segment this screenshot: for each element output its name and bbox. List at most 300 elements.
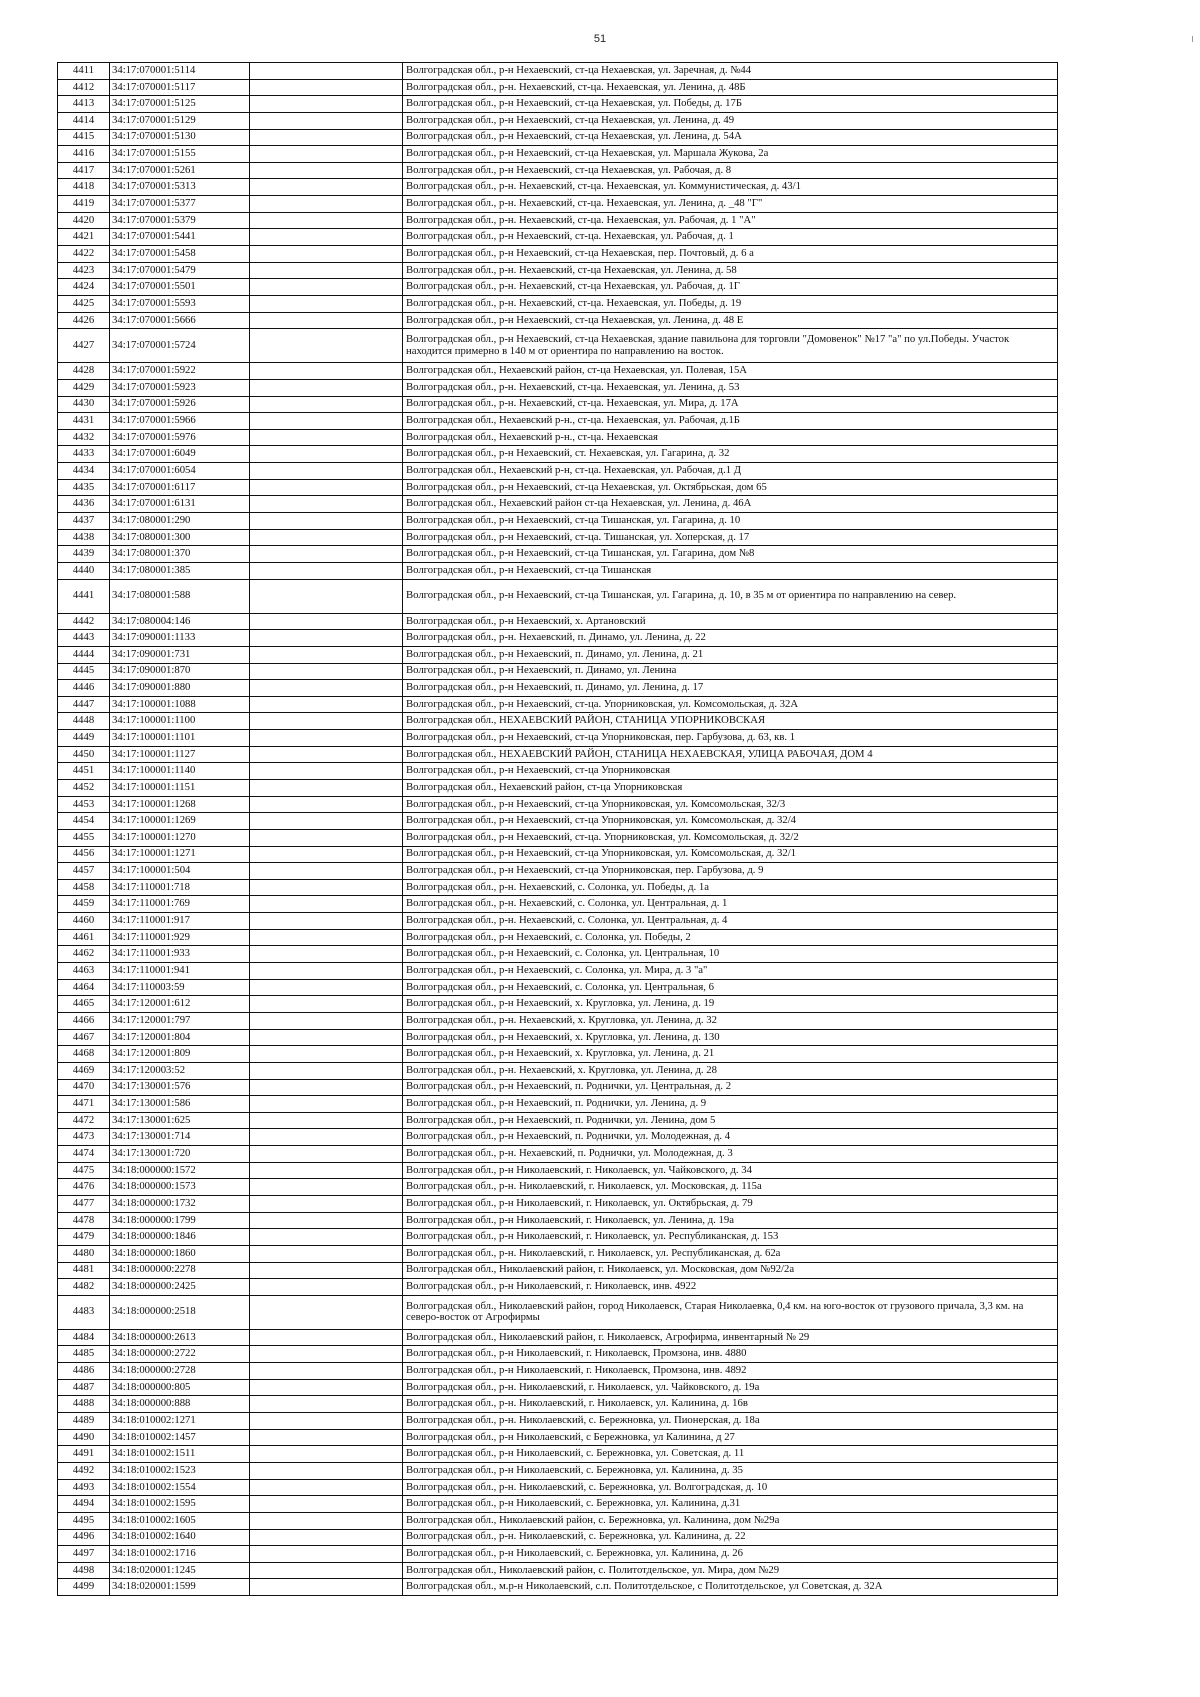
cadastral-number-cell: 34:18:000000:1732 — [110, 1196, 250, 1213]
address-cell: Волгоградская обл., р-н Николаевский, г. Николаевск, инв. 4922 — [403, 1279, 1058, 1296]
row-number-cell: 4485 — [58, 1346, 110, 1363]
table-row — [58, 1496, 1058, 1513]
empty-cell — [250, 446, 403, 463]
address-cell: Волгоградская обл., р-н Нехаевский, ст-ца Тишанская, ул. Гагарина, дом №8 — [403, 546, 1058, 563]
cadastral-number-cell: 34:17:100001:1127 — [110, 746, 250, 763]
registry-table-container — [57, 62, 1057, 1596]
cadastral-number-cell: 34:18:010002:1511 — [110, 1446, 250, 1463]
address-cell: Волгоградская обл., р-н Нехаевский, ст-ца Нехаевская, ул. Маршала Жукова, 2а — [403, 146, 1058, 163]
empty-cell — [250, 546, 403, 563]
row-number-cell: 4488 — [58, 1396, 110, 1413]
address-cell: Волгоградская обл., р-н Нехаевский, ст-ца Тишанская, ул. Гагарина, д. 10 — [403, 513, 1058, 530]
cadastral-number-cell: 34:18:000000:2518 — [110, 1295, 250, 1329]
address-cell: Волгоградская обл., НЕХАЕВСКИЙ РАЙОН, СТАНИЦА УПОРНИКОВСКАЯ — [403, 713, 1058, 730]
address-cell: Волгоградская обл., р-н Николаевский, с Бережновка, ул Калинина, д 27 — [403, 1429, 1058, 1446]
table-row — [58, 279, 1058, 296]
address-cell: Волгоградская обл., р-н. Николаевский, г. Николаевск, ул. Московская, д. 115а — [403, 1179, 1058, 1196]
table-row — [58, 1579, 1058, 1596]
empty-cell — [250, 630, 403, 647]
row-number-cell: 4459 — [58, 896, 110, 913]
cadastral-number-cell: 34:18:000000:888 — [110, 1396, 250, 1413]
cadastral-number-cell: 34:17:110001:941 — [110, 963, 250, 980]
empty-cell — [250, 863, 403, 880]
table-row — [58, 112, 1058, 129]
address-cell: Волгоградская обл., р-н. Николаевский, г. Николаевск, ул. Республиканская, д. 62а — [403, 1245, 1058, 1262]
table-row — [58, 613, 1058, 630]
cadastral-number-cell: 34:17:070001:6131 — [110, 496, 250, 513]
empty-cell — [250, 613, 403, 630]
row-number-cell: 4447 — [58, 696, 110, 713]
empty-cell — [250, 996, 403, 1013]
address-cell: Волгоградская обл., р-н Нехаевский, х. Кругловка, ул. Ленина, д. 130 — [403, 1029, 1058, 1046]
address-cell: Волгоградская обл., р-н Нехаевский, ст-ца Нехаевская, ул. Октябрьская, дом 65 — [403, 479, 1058, 496]
empty-cell — [250, 1146, 403, 1163]
row-number-cell: 4467 — [58, 1029, 110, 1046]
empty-cell — [250, 179, 403, 196]
empty-cell — [250, 1096, 403, 1113]
empty-cell — [250, 429, 403, 446]
table-row — [58, 696, 1058, 713]
address-cell: Волгоградская обл., р-н. Нехаевский, ст-ца Нехаевская, ул. Рабочая, д. 1Г — [403, 279, 1058, 296]
cadastral-number-cell: 34:17:130001:720 — [110, 1146, 250, 1163]
cadastral-number-cell: 34:17:070001:5724 — [110, 329, 250, 363]
row-number-cell: 4444 — [58, 646, 110, 663]
address-cell: Волгоградская обл., р-н Нехаевский, п. Роднички, ул. Молодежная, д. 4 — [403, 1129, 1058, 1146]
table-row — [58, 1162, 1058, 1179]
table-row — [58, 779, 1058, 796]
address-cell: Волгоградская обл., Нехаевский район ст-ца Нехаевская, ул. Ленина, д. 46А — [403, 496, 1058, 513]
row-number-cell: 4498 — [58, 1562, 110, 1579]
address-cell: Волгоградская обл., р-н Нехаевский, с. Солонка, ул. Мира, д. 3 "а" — [403, 963, 1058, 980]
cadastral-number-cell: 34:17:120001:809 — [110, 1046, 250, 1063]
row-number-cell: 4468 — [58, 1046, 110, 1063]
cadastral-number-cell: 34:18:000000:1572 — [110, 1162, 250, 1179]
row-number-cell: 4441 — [58, 579, 110, 613]
address-cell: Волгоградская обл., р-н Нехаевский, с. Солонка, ул. Победы, 2 — [403, 929, 1058, 946]
row-number-cell: 4462 — [58, 946, 110, 963]
row-number-cell: 4439 — [58, 546, 110, 563]
cadastral-number-cell: 34:17:080001:370 — [110, 546, 250, 563]
row-number-cell: 4438 — [58, 529, 110, 546]
empty-cell — [250, 1062, 403, 1079]
address-cell: Волгоградская обл., р-н Нехаевский, ст-ца Тишанская, ул. Гагарина, д. 10, в 35 м от ориентира по направлению на север. — [403, 579, 1058, 613]
address-cell: Волгоградская обл., р-н. Нехаевский, с. Солонка, ул. Победы, д. 1а — [403, 879, 1058, 896]
row-number-cell: 4422 — [58, 246, 110, 263]
cadastral-number-cell: 34:17:120003:52 — [110, 1062, 250, 1079]
address-cell: Волгоградская обл., р-н Николаевский, г. Николаевск, ул. Чайковского, д. 34 — [403, 1162, 1058, 1179]
address-cell: Волгоградская обл., р-н. Николаевский, с. Бережновка, ул. Пионерская, д. 18а — [403, 1413, 1058, 1430]
table-row — [58, 1429, 1058, 1446]
empty-cell — [250, 1413, 403, 1430]
cadastral-number-cell: 34:17:070001:5125 — [110, 96, 250, 113]
address-cell: Волгоградская обл., р-н. Николаевский, с. Бережновка, ул. Волгоградская, д. 10 — [403, 1479, 1058, 1496]
address-cell: Волгоградская обл., р-н Нехаевский, ст-ца Нехаевская, пер. Почтовый, д. 6 а — [403, 246, 1058, 263]
row-number-cell: 4417 — [58, 162, 110, 179]
row-number-cell: 4458 — [58, 879, 110, 896]
cadastral-number-cell: 34:17:070001:5130 — [110, 129, 250, 146]
empty-cell — [250, 363, 403, 380]
table-row — [58, 579, 1058, 613]
empty-cell — [250, 379, 403, 396]
cadastral-number-cell: 34:18:000000:805 — [110, 1379, 250, 1396]
table-row — [58, 846, 1058, 863]
empty-cell — [250, 312, 403, 329]
address-cell: Волгоградская обл., р-н Нехаевский, х. Артановский — [403, 613, 1058, 630]
empty-cell — [250, 1379, 403, 1396]
row-number-cell: 4453 — [58, 796, 110, 813]
table-row — [58, 663, 1058, 680]
cadastral-number-cell: 34:17:130001:714 — [110, 1129, 250, 1146]
row-number-cell: 4443 — [58, 630, 110, 647]
row-number-cell: 4414 — [58, 112, 110, 129]
empty-cell — [250, 413, 403, 430]
address-cell: Волгоградская обл., р-н Нехаевский, ст-ца. Тишанская, ул. Хоперская, д. 17 — [403, 529, 1058, 546]
address-cell: Волгоградская обл., Николаевский район, г. Николаевск, Агрофирма, инвентарный № 29 — [403, 1329, 1058, 1346]
table-row — [58, 1229, 1058, 1246]
table-row — [58, 1196, 1058, 1213]
table-row — [58, 813, 1058, 830]
row-number-cell: 4457 — [58, 863, 110, 880]
address-cell: Волгоградская обл., р-н Нехаевский, ст-ца Нехаевская, ул. Заречная, д. №44 — [403, 63, 1058, 80]
table-row — [58, 246, 1058, 263]
address-cell: Волгоградская обл., р-н. Нехаевский, ст-ца. Нехаевская, ул. Ленина, д. 48Б — [403, 79, 1058, 96]
address-cell: Волгоградская обл., р-н Николаевский, с. Бережновка, ул. Калинина, д. 26 — [403, 1546, 1058, 1563]
cadastral-number-cell: 34:17:120001:797 — [110, 1012, 250, 1029]
cadastral-number-cell: 34:17:110001:933 — [110, 946, 250, 963]
empty-cell — [250, 1462, 403, 1479]
empty-cell — [250, 96, 403, 113]
table-row — [58, 630, 1058, 647]
table-row — [58, 963, 1058, 980]
cadastral-number-cell: 34:17:130001:625 — [110, 1112, 250, 1129]
cadastral-number-cell: 34:17:070001:5261 — [110, 162, 250, 179]
table-row — [58, 129, 1058, 146]
table-row — [58, 829, 1058, 846]
address-cell: Волгоградская обл., р-н Нехаевский, п. Динамо, ул. Ленина, д. 17 — [403, 680, 1058, 697]
row-number-cell: 4460 — [58, 913, 110, 930]
cadastral-number-cell: 34:17:100001:1151 — [110, 779, 250, 796]
row-number-cell: 4437 — [58, 513, 110, 530]
empty-cell — [250, 1012, 403, 1029]
cadastral-number-cell: 34:17:070001:5923 — [110, 379, 250, 396]
cadastral-number-cell: 34:17:100001:1269 — [110, 813, 250, 830]
table-row — [58, 363, 1058, 380]
cadastral-number-cell: 34:17:110001:769 — [110, 896, 250, 913]
cadastral-number-cell: 34:17:100001:1140 — [110, 763, 250, 780]
table-row — [58, 1295, 1058, 1329]
address-cell: Волгоградская обл., р-н Николаевский, г. Николаевск, Промзона, инв. 4892 — [403, 1363, 1058, 1380]
empty-cell — [250, 1446, 403, 1463]
table-row — [58, 730, 1058, 747]
row-number-cell: 4454 — [58, 813, 110, 830]
address-cell: Волгоградская обл., р-н Нехаевский, ст-ца Упорниковская, ул. Комсомольская, д. 32/1 — [403, 846, 1058, 863]
row-number-cell: 4434 — [58, 463, 110, 480]
cadastral-number-cell: 34:17:070001:6049 — [110, 446, 250, 463]
empty-cell — [250, 946, 403, 963]
address-cell: Волгоградская обл., р-н Нехаевский, ст-ца Упорниковская — [403, 763, 1058, 780]
row-number-cell: 4450 — [58, 746, 110, 763]
row-number-cell: 4472 — [58, 1112, 110, 1129]
table-row — [58, 229, 1058, 246]
empty-cell — [250, 279, 403, 296]
row-number-cell: 4435 — [58, 479, 110, 496]
table-row — [58, 1546, 1058, 1563]
cadastral-number-cell: 34:17:110001:718 — [110, 879, 250, 896]
table-row — [58, 496, 1058, 513]
cadastral-number-cell: 34:17:100001:1088 — [110, 696, 250, 713]
empty-cell — [250, 1346, 403, 1363]
table-row — [58, 196, 1058, 213]
table-row — [58, 295, 1058, 312]
cadastral-number-cell: 34:17:070001:5976 — [110, 429, 250, 446]
cadastral-number-cell: 34:17:130001:576 — [110, 1079, 250, 1096]
empty-cell — [250, 1046, 403, 1063]
table-row — [58, 1329, 1058, 1346]
empty-cell — [250, 1546, 403, 1563]
cadastral-number-cell: 34:17:070001:5117 — [110, 79, 250, 96]
empty-cell — [250, 763, 403, 780]
address-cell: Волгоградская обл., Нехаевский район, ст-ца Нехаевская, ул. Полевая, 15А — [403, 363, 1058, 380]
table-row — [58, 1379, 1058, 1396]
address-cell: Волгоградская обл., р-н Нехаевский, ст-ца Нехаевская, ул. Рабочая, д. 8 — [403, 162, 1058, 179]
empty-cell — [250, 646, 403, 663]
table-row — [58, 162, 1058, 179]
address-cell: Волгоградская обл., р-н. Нехаевский, ст-ца. Нехаевская, ул. Победы, д. 19 — [403, 295, 1058, 312]
row-number-cell: 4480 — [58, 1245, 110, 1262]
empty-cell — [250, 929, 403, 946]
table-row — [58, 329, 1058, 363]
table-row — [58, 1062, 1058, 1079]
table-row — [58, 212, 1058, 229]
cadastral-number-cell: 34:17:070001:5379 — [110, 212, 250, 229]
row-number-cell: 4461 — [58, 929, 110, 946]
row-number-cell: 4415 — [58, 129, 110, 146]
row-number-cell: 4473 — [58, 1129, 110, 1146]
address-cell: Волгоградская обл., р-н Нехаевский, х. Кругловка, ул. Ленина, д. 19 — [403, 996, 1058, 1013]
address-cell: Волгоградская обл., р-н Нехаевский, ст-ца Нехаевская, ул. Ленина, д. 49 — [403, 112, 1058, 129]
cadastral-number-cell: 34:17:070001:5458 — [110, 246, 250, 263]
empty-cell — [250, 1363, 403, 1380]
table-row — [58, 1079, 1058, 1096]
address-cell: Волгоградская обл., р-н Нехаевский, ст-ца. Упорниковская, ул. Комсомольская, д. 32А — [403, 696, 1058, 713]
empty-cell — [250, 1245, 403, 1262]
registry-table — [57, 62, 1058, 1596]
empty-cell — [250, 162, 403, 179]
empty-cell — [250, 913, 403, 930]
empty-cell — [250, 79, 403, 96]
address-cell: Волгоградская обл., р-н Нехаевский, ст-ца. Нехаевская, ул. Рабочая, д. 1 — [403, 229, 1058, 246]
cadastral-number-cell: 34:17:120001:804 — [110, 1029, 250, 1046]
cadastral-number-cell: 34:17:070001:6117 — [110, 479, 250, 496]
empty-cell — [250, 1112, 403, 1129]
table-row — [58, 1529, 1058, 1546]
empty-cell — [250, 1262, 403, 1279]
address-cell: Волгоградская обл., р-н. Нехаевский, ст-ца. Нехаевская, ул. Коммунистическая, д. 43/1 — [403, 179, 1058, 196]
row-number-cell: 4419 — [58, 196, 110, 213]
empty-cell — [250, 329, 403, 363]
table-row — [58, 513, 1058, 530]
address-cell: Волгоградская обл., р-н Нехаевский, ст-ца Нехаевская, ул. Победы, д. 17Б — [403, 96, 1058, 113]
table-row — [58, 796, 1058, 813]
address-cell: Волгоградская обл., р-н. Нехаевский, с. Солонка, ул. Центральная, д. 1 — [403, 896, 1058, 913]
address-cell: Волгоградская обл., р-н Нехаевский, с. Солонка, ул. Центральная, 10 — [403, 946, 1058, 963]
row-number-cell: 4431 — [58, 413, 110, 430]
table-row — [58, 1245, 1058, 1262]
row-number-cell: 4469 — [58, 1062, 110, 1079]
empty-cell — [250, 1196, 403, 1213]
address-cell: Волгоградская обл., р-н Нехаевский, п. Роднички, ул. Ленина, дом 5 — [403, 1112, 1058, 1129]
table-row — [58, 413, 1058, 430]
cadastral-number-cell: 34:17:110003:59 — [110, 979, 250, 996]
empty-cell — [250, 1079, 403, 1096]
address-cell: Волгоградская обл., р-н Нехаевский, п. Динамо, ул. Ленина, д. 21 — [403, 646, 1058, 663]
row-number-cell: 4470 — [58, 1079, 110, 1096]
table-row — [58, 1346, 1058, 1363]
table-row — [58, 713, 1058, 730]
empty-cell — [250, 229, 403, 246]
cadastral-number-cell: 34:18:020001:1599 — [110, 1579, 250, 1596]
empty-cell — [250, 513, 403, 530]
row-number-cell: 4483 — [58, 1295, 110, 1329]
empty-cell — [250, 496, 403, 513]
cadastral-number-cell: 34:17:090001:1133 — [110, 630, 250, 647]
row-number-cell: 4478 — [58, 1212, 110, 1229]
cadastral-number-cell: 34:18:000000:2728 — [110, 1363, 250, 1380]
table-row — [58, 929, 1058, 946]
table-row — [58, 1096, 1058, 1113]
cadastral-number-cell: 34:18:010002:1640 — [110, 1529, 250, 1546]
row-number-cell: 4452 — [58, 779, 110, 796]
address-cell: Волгоградская обл., р-н Нехаевский, ст-ца Упорниковская, пер. Гарбузова, д. 63, кв. 1 — [403, 730, 1058, 747]
cadastral-number-cell: 34:18:020001:1245 — [110, 1562, 250, 1579]
address-cell: Волгоградская обл., р-н. Нехаевский, п. Роднички, ул. Молодежная, д. 3 — [403, 1146, 1058, 1163]
cadastral-number-cell: 34:17:090001:880 — [110, 680, 250, 697]
table-row — [58, 979, 1058, 996]
empty-cell — [250, 212, 403, 229]
address-cell: Волгоградская обл., р-н Нехаевский, ст-ца. Упорниковская, ул. Комсомольская, д. 32/2 — [403, 829, 1058, 846]
table-row — [58, 1262, 1058, 1279]
empty-cell — [250, 1162, 403, 1179]
table-row — [58, 312, 1058, 329]
scan-edge-mark — [1192, 36, 1193, 42]
table-row — [58, 446, 1058, 463]
row-number-cell: 4465 — [58, 996, 110, 1013]
cadastral-number-cell: 34:18:000000:2613 — [110, 1329, 250, 1346]
cadastral-number-cell: 34:18:010002:1523 — [110, 1462, 250, 1479]
row-number-cell: 4426 — [58, 312, 110, 329]
cadastral-number-cell: 34:17:090001:731 — [110, 646, 250, 663]
empty-cell — [250, 796, 403, 813]
address-cell: Волгоградская обл., НЕХАЕВСКИЙ РАЙОН, СТАНИЦА НЕХАЕВСКАЯ, УЛИЦА РАБОЧАЯ, ДОМ 4 — [403, 746, 1058, 763]
address-cell: Волгоградская обл., р-н Нехаевский, ст-ца Нехаевская, здание павильона для торговли "Домовенок" №17 "а" по ул.Победы. Участок находится примерно в 140 м от ориентира по направлению на восток. — [403, 329, 1058, 363]
address-cell: Волгоградская обл., р-н Нехаевский, ст-ца Упорниковская, пер. Гарбузова, д. 9 — [403, 863, 1058, 880]
empty-cell — [250, 1295, 403, 1329]
cadastral-number-cell: 34:17:110001:929 — [110, 929, 250, 946]
address-cell: Волгоградская обл., Николаевский район, с. Бережновка, ул. Калинина, дом №29а — [403, 1512, 1058, 1529]
cadastral-number-cell: 34:18:010002:1716 — [110, 1546, 250, 1563]
cadastral-number-cell: 34:17:100001:1101 — [110, 730, 250, 747]
table-row — [58, 529, 1058, 546]
row-number-cell: 4448 — [58, 713, 110, 730]
cadastral-number-cell: 34:18:010002:1595 — [110, 1496, 250, 1513]
address-cell: Волгоградская обл., Нехаевский р-н., ст-ца. Нехаевская, ул. Рабочая, д.1Б — [403, 413, 1058, 430]
address-cell: Волгоградская обл., Николаевский район, город Николаевск, Старая Николаевка, 0,4 км. на юго-восток от грузового причала, 3,3 км. на северо-восток от Агрофирмы — [403, 1295, 1058, 1329]
row-number-cell: 4436 — [58, 496, 110, 513]
row-number-cell: 4456 — [58, 846, 110, 863]
table-row — [58, 1462, 1058, 1479]
empty-cell — [250, 262, 403, 279]
row-number-cell: 4428 — [58, 363, 110, 380]
empty-cell — [250, 1229, 403, 1246]
address-cell: Волгоградская обл., р-н. Нехаевский, ст-ца. Нехаевская, ул. Рабочая, д. 1 "А" — [403, 212, 1058, 229]
row-number-cell: 4432 — [58, 429, 110, 446]
table-row — [58, 996, 1058, 1013]
empty-cell — [250, 1212, 403, 1229]
cadastral-number-cell: 34:17:100001:1271 — [110, 846, 250, 863]
empty-cell — [250, 879, 403, 896]
address-cell: Волгоградская обл., р-н Николаевский, г. Николаевск, Промзона, инв. 4880 — [403, 1346, 1058, 1363]
empty-cell — [250, 1179, 403, 1196]
empty-cell — [250, 979, 403, 996]
address-cell: Волгоградская обл., р-н Нехаевский, п. Роднички, ул. Ленина, д. 9 — [403, 1096, 1058, 1113]
row-number-cell: 4492 — [58, 1462, 110, 1479]
row-number-cell: 4445 — [58, 663, 110, 680]
empty-cell — [250, 963, 403, 980]
table-row — [58, 1279, 1058, 1296]
cadastral-number-cell: 34:17:070001:5377 — [110, 196, 250, 213]
table-row — [58, 179, 1058, 196]
cadastral-number-cell: 34:18:000000:2278 — [110, 1262, 250, 1279]
cadastral-number-cell: 34:18:000000:2722 — [110, 1346, 250, 1363]
address-cell: Волгоградская обл., р-н Нехаевский, ст-ца Упорниковская, ул. Комсомольская, 32/3 — [403, 796, 1058, 813]
table-row — [58, 379, 1058, 396]
row-number-cell: 4479 — [58, 1229, 110, 1246]
table-row — [58, 1179, 1058, 1196]
table-row — [58, 1512, 1058, 1529]
cadastral-number-cell: 34:17:070001:5313 — [110, 179, 250, 196]
empty-cell — [250, 1429, 403, 1446]
empty-cell — [250, 846, 403, 863]
cadastral-number-cell: 34:17:070001:5155 — [110, 146, 250, 163]
address-cell: Волгоградская обл., р-н. Нехаевский, ст-ца. Нехаевская, ул. Ленина, д. 53 — [403, 379, 1058, 396]
table-row — [58, 946, 1058, 963]
table-row — [58, 546, 1058, 563]
row-number-cell: 4489 — [58, 1413, 110, 1430]
cadastral-number-cell: 34:17:100001:1268 — [110, 796, 250, 813]
empty-cell — [250, 1562, 403, 1579]
address-cell: Волгоградская обл., р-н Нехаевский, п. Динамо, ул. Ленина — [403, 663, 1058, 680]
cadastral-number-cell: 34:18:010002:1605 — [110, 1512, 250, 1529]
row-number-cell: 4416 — [58, 146, 110, 163]
row-number-cell: 4484 — [58, 1329, 110, 1346]
cadastral-number-cell: 34:17:070001:6054 — [110, 463, 250, 480]
address-cell: Волгоградская обл., р-н Нехаевский, п. Роднички, ул. Центральная, д. 2 — [403, 1079, 1058, 1096]
empty-cell — [250, 696, 403, 713]
empty-cell — [250, 1029, 403, 1046]
empty-cell — [250, 1579, 403, 1596]
empty-cell — [250, 730, 403, 747]
cadastral-number-cell: 34:17:070001:5501 — [110, 279, 250, 296]
empty-cell — [250, 779, 403, 796]
empty-cell — [250, 1329, 403, 1346]
table-row — [58, 896, 1058, 913]
empty-cell — [250, 1279, 403, 1296]
cadastral-number-cell: 34:17:070001:5666 — [110, 312, 250, 329]
cadastral-number-cell: 34:17:070001:5926 — [110, 396, 250, 413]
address-cell: Волгоградская обл., р-н. Нехаевский, ст-ца. Нехаевская, ул. Ленина, д. _48 "Г" — [403, 196, 1058, 213]
row-number-cell: 4423 — [58, 262, 110, 279]
row-number-cell: 4476 — [58, 1179, 110, 1196]
